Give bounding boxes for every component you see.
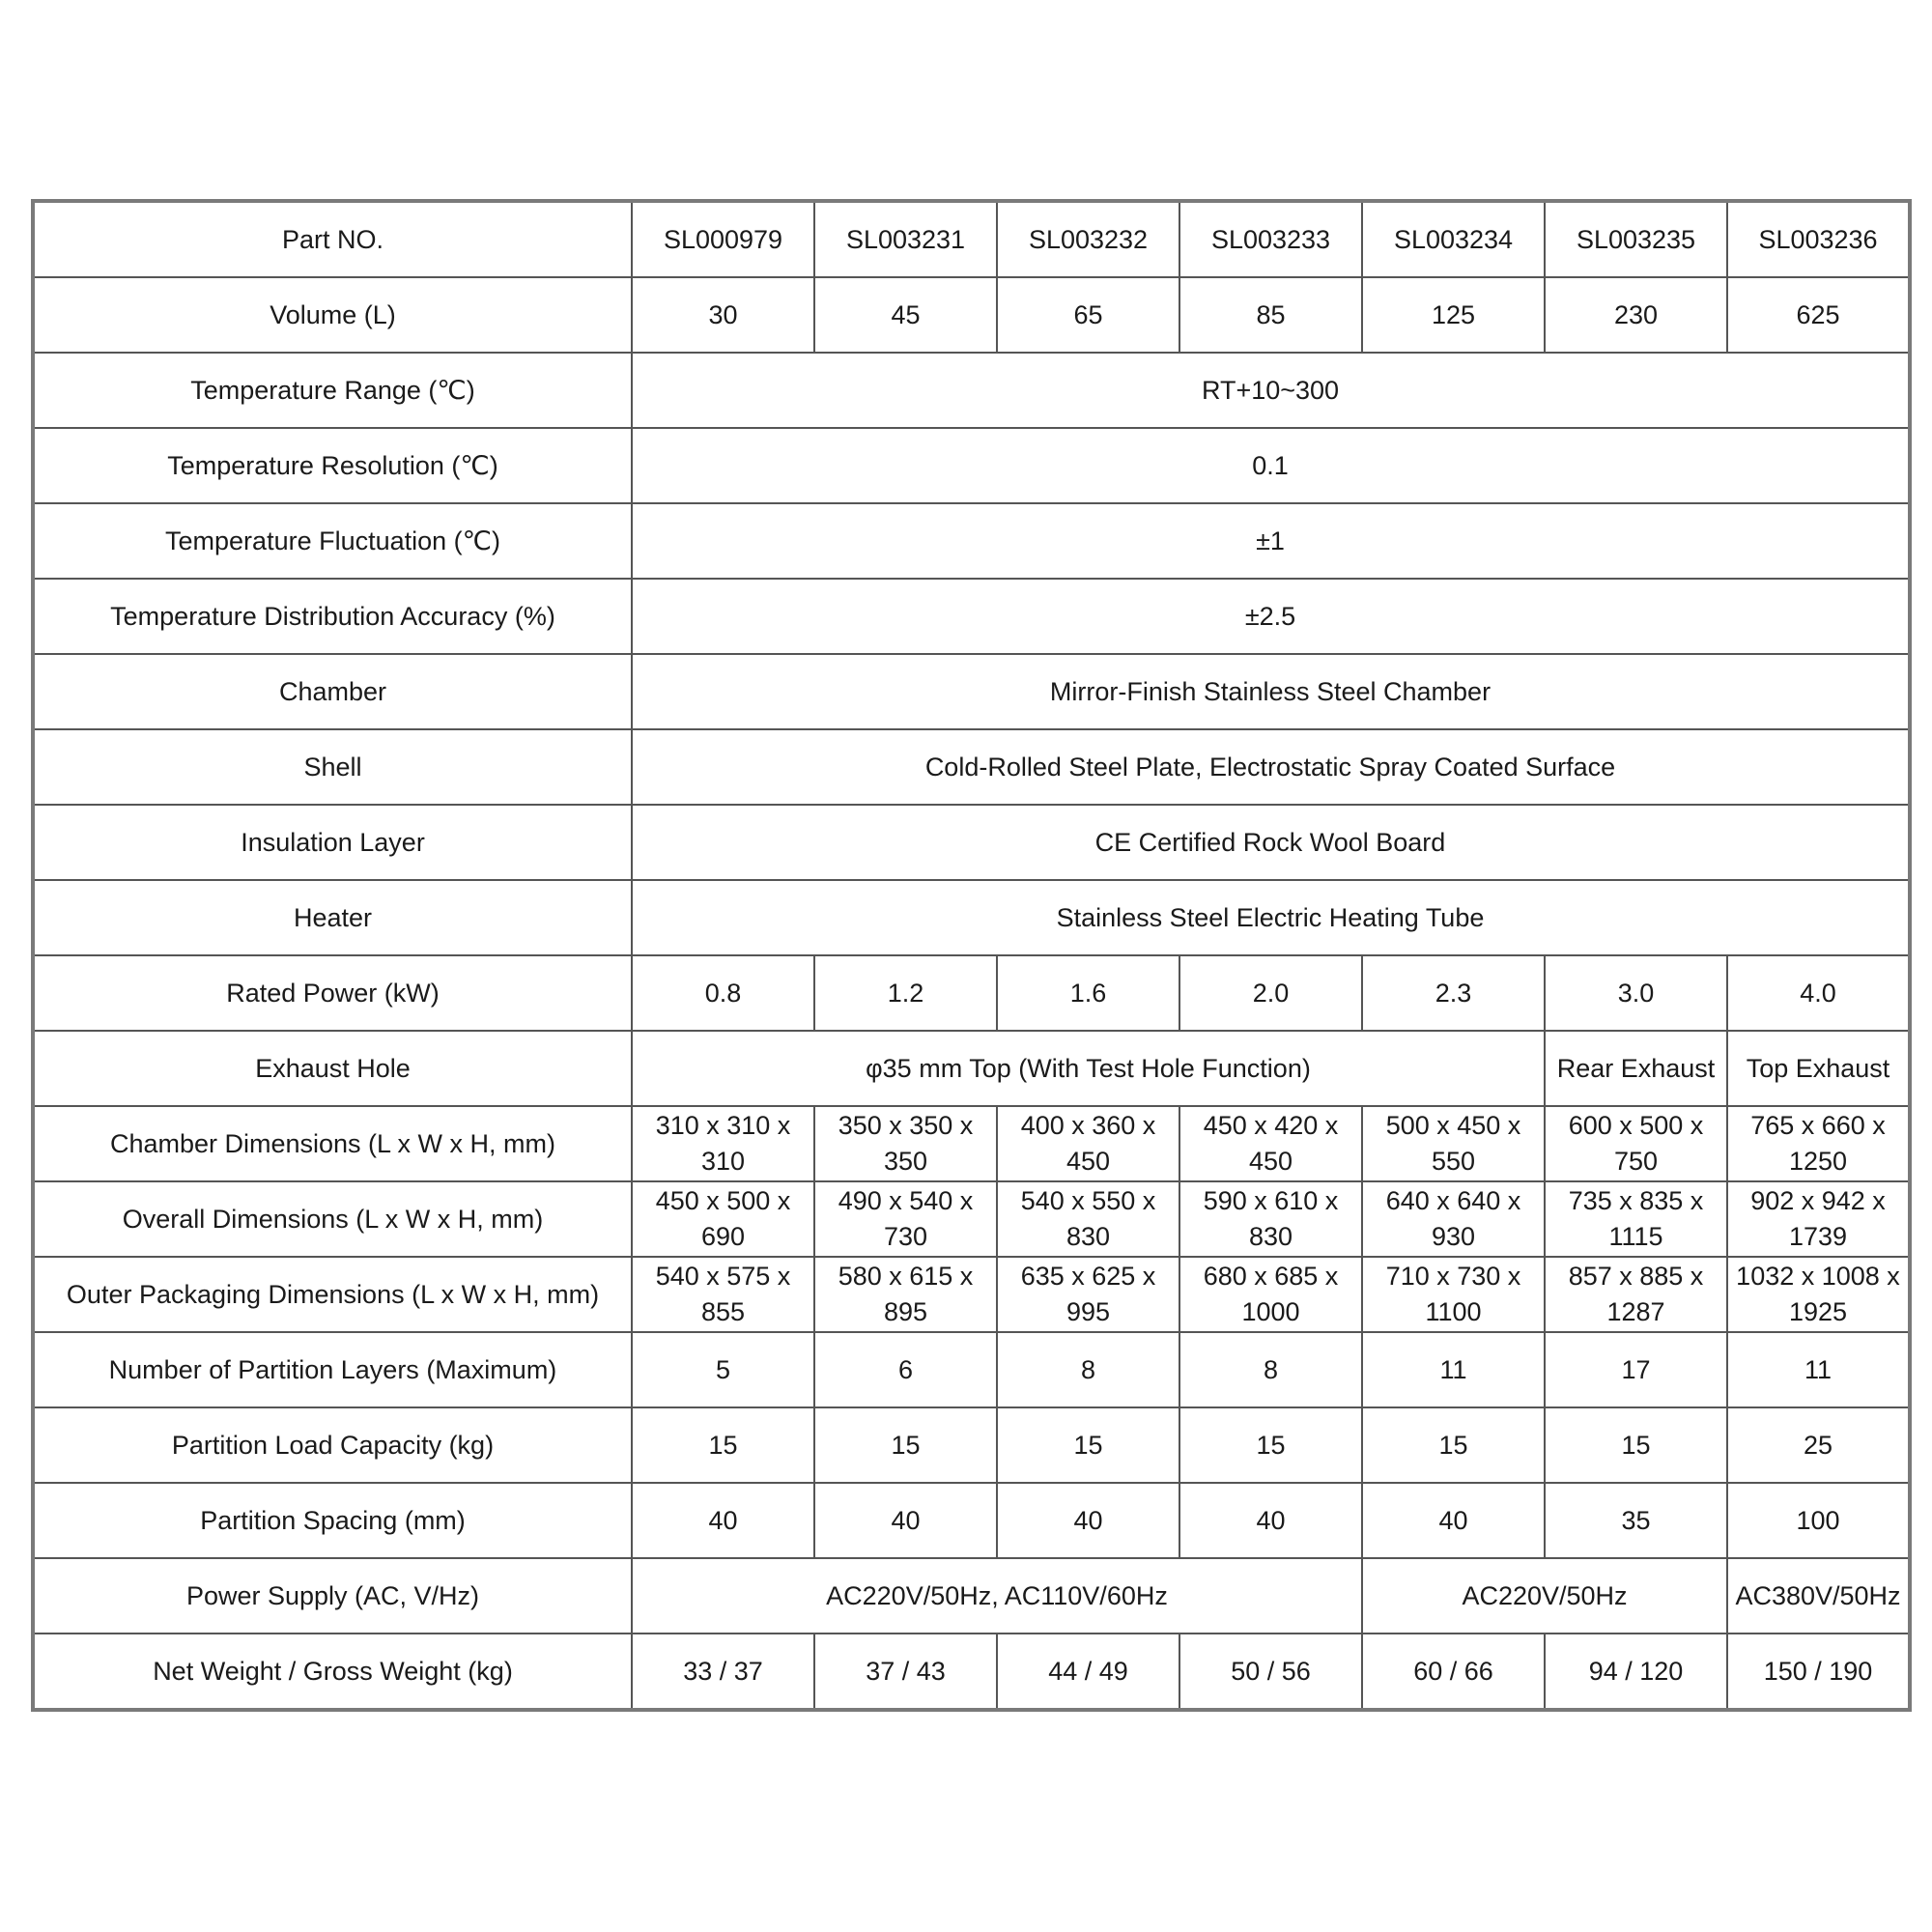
table-cell: 450 x 500 x 690 [632,1181,814,1257]
table-cell: 400 x 360 x 450 [997,1106,1179,1181]
row-label: Net Weight / Gross Weight (kg) [33,1634,632,1710]
table-cell: SL003235 [1545,201,1727,277]
table-cell: 902 x 942 x 1739 [1727,1181,1910,1257]
table-cell: 490 x 540 x 730 [814,1181,997,1257]
table-cell: 60 / 66 [1362,1634,1545,1710]
table-cell: 450 x 420 x 450 [1179,1106,1362,1181]
table-cell: 100 [1727,1483,1910,1558]
table-cell: 540 x 575 x 855 [632,1257,814,1332]
table-cell: 625 [1727,277,1910,353]
spec-table-body [33,201,1910,1710]
table-cell: SL003233 [1179,201,1362,277]
table-row [33,1634,1910,1710]
table-cell: 11 [1362,1332,1545,1407]
table-cell: Stainless Steel Electric Heating Tube [632,880,1910,955]
table-cell: 35 [1545,1483,1727,1558]
table-cell: 45 [814,277,997,353]
table-cell: 857 x 885 x 1287 [1545,1257,1727,1332]
table-cell: 0.8 [632,955,814,1031]
table-cell: ±2.5 [632,579,1910,654]
table-cell: 44 / 49 [997,1634,1179,1710]
table-cell: 65 [997,277,1179,353]
row-label: Chamber [33,654,632,729]
table-cell: 230 [1545,277,1727,353]
row-label: Temperature Fluctuation (℃) [33,503,632,579]
table-cell: SL003231 [814,201,997,277]
table-cell: 30 [632,277,814,353]
table-row [33,955,1910,1031]
table-cell: 0.1 [632,428,1910,503]
table-cell: Top Exhaust [1727,1031,1910,1106]
table-cell: CE Certified Rock Wool Board [632,805,1910,880]
table-cell: 2.0 [1179,955,1362,1031]
row-label: Shell [33,729,632,805]
table-cell: SL003234 [1362,201,1545,277]
table-cell: 350 x 350 x 350 [814,1106,997,1181]
table-cell: Mirror-Finish Stainless Steel Chamber [632,654,1910,729]
table-row [33,353,1910,428]
table-cell: 8 [1179,1332,1362,1407]
table-cell: 5 [632,1332,814,1407]
table-row [33,1257,1910,1332]
row-label: Volume (L) [33,277,632,353]
table-cell: 15 [1179,1407,1362,1483]
table-cell: 40 [1362,1483,1545,1558]
table-cell: 310 x 310 x 310 [632,1106,814,1181]
table-cell: 1032 x 1008 x 1925 [1727,1257,1910,1332]
table-row [33,1181,1910,1257]
table-row [33,805,1910,880]
table-row [33,1106,1910,1181]
table-cell: 15 [632,1407,814,1483]
table-cell: 50 / 56 [1179,1634,1362,1710]
table-cell: SL000979 [632,201,814,277]
table-cell: SL003236 [1727,201,1910,277]
table-cell: 15 [814,1407,997,1483]
table-cell: 3.0 [1545,955,1727,1031]
table-row [33,277,1910,353]
table-cell: 2.3 [1362,955,1545,1031]
table-cell: 25 [1727,1407,1910,1483]
table-cell: AC220V/50Hz [1362,1558,1727,1634]
table-cell: 85 [1179,277,1362,353]
table-cell: 40 [997,1483,1179,1558]
table-row [33,654,1910,729]
table-cell: 15 [1545,1407,1727,1483]
row-label: Outer Packaging Dimensions (L x W x H, mm) [33,1257,632,1332]
row-label: Overall Dimensions (L x W x H, mm) [33,1181,632,1257]
table-cell: 710 x 730 x 1100 [1362,1257,1545,1332]
table-cell: ±1 [632,503,1910,579]
table-cell: 11 [1727,1332,1910,1407]
table-row [33,1558,1910,1634]
table-cell: AC380V/50Hz [1727,1558,1910,1634]
table-cell: 635 x 625 x 995 [997,1257,1179,1332]
table-cell: 15 [997,1407,1179,1483]
row-label: Exhaust Hole [33,1031,632,1106]
row-label: Temperature Distribution Accuracy (%) [33,579,632,654]
table-cell: 580 x 615 x 895 [814,1257,997,1332]
table-row [33,579,1910,654]
row-label: Part NO. [33,201,632,277]
row-label: Insulation Layer [33,805,632,880]
table-row [33,503,1910,579]
table-cell: 15 [1362,1407,1545,1483]
row-label: Heater [33,880,632,955]
table-cell: 40 [1179,1483,1362,1558]
table-cell: Rear Exhaust [1545,1031,1727,1106]
row-label: Partition Spacing (mm) [33,1483,632,1558]
row-label: Temperature Resolution (℃) [33,428,632,503]
table-cell: 6 [814,1332,997,1407]
table-cell: 33 / 37 [632,1634,814,1710]
table-cell: φ35 mm Top (With Test Hole Function) [632,1031,1545,1106]
table-cell: 1.6 [997,955,1179,1031]
table-cell: 765 x 660 x 1250 [1727,1106,1910,1181]
table-row [33,729,1910,805]
table-cell: 590 x 610 x 830 [1179,1181,1362,1257]
row-label: Partition Load Capacity (kg) [33,1407,632,1483]
table-cell: 4.0 [1727,955,1910,1031]
table-cell: 1.2 [814,955,997,1031]
row-label: Power Supply (AC, V/Hz) [33,1558,632,1634]
table-cell: 94 / 120 [1545,1634,1727,1710]
table-row [33,428,1910,503]
table-cell: 640 x 640 x 930 [1362,1181,1545,1257]
table-cell: 680 x 685 x 1000 [1179,1257,1362,1332]
table-cell: 540 x 550 x 830 [997,1181,1179,1257]
row-label: Rated Power (kW) [33,955,632,1031]
table-row [33,1332,1910,1407]
row-label: Number of Partition Layers (Maximum) [33,1332,632,1407]
table-row [33,1483,1910,1558]
table-cell: 17 [1545,1332,1727,1407]
table-cell: 500 x 450 x 550 [1362,1106,1545,1181]
table-cell: AC220V/50Hz, AC110V/60Hz [632,1558,1362,1634]
table-cell: RT+10~300 [632,353,1910,428]
table-cell: 40 [632,1483,814,1558]
table-row [33,1031,1910,1106]
table-cell: 735 x 835 x 1115 [1545,1181,1727,1257]
table-cell: 125 [1362,277,1545,353]
table-row [33,880,1910,955]
table-cell: Cold-Rolled Steel Plate, Electrostatic Spray Coated Surface [632,729,1910,805]
table-cell: 8 [997,1332,1179,1407]
table-row [33,201,1910,277]
table-cell: 40 [814,1483,997,1558]
table-row [33,1407,1910,1483]
table-cell: 150 / 190 [1727,1634,1910,1710]
table-cell: 37 / 43 [814,1634,997,1710]
row-label: Temperature Range (℃) [33,353,632,428]
spec-table [31,199,1912,1712]
table-cell: 600 x 500 x 750 [1545,1106,1727,1181]
table-cell: SL003232 [997,201,1179,277]
row-label: Chamber Dimensions (L x W x H, mm) [33,1106,632,1181]
